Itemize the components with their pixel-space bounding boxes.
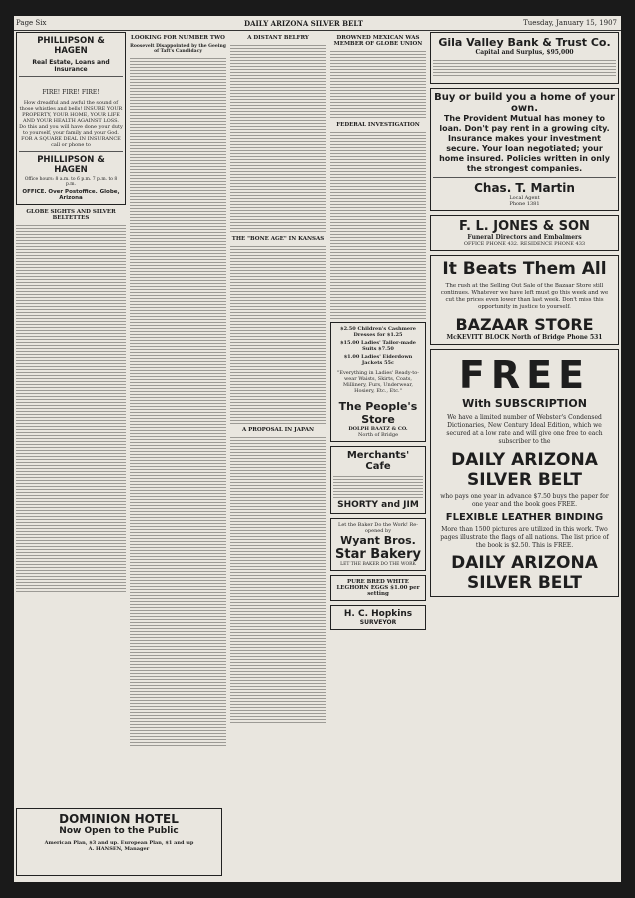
federal-heading: FEDERAL INVESTIGATION (336, 122, 420, 128)
hopkins-ad (330, 605, 426, 630)
drowned-heading: DROWNED MEXICAN WAS MEMBER OF GLOBE UNION (333, 35, 423, 47)
bazaar-north: North of Bridge (511, 334, 565, 341)
bazaar-phone: Phone 531 (566, 334, 603, 341)
store-location: North of Bridge (357, 432, 399, 438)
proposal-heading: A PROPOSAL IN JAPAN (241, 427, 315, 433)
leghorn-ad (330, 575, 426, 601)
bakery-wagon: LET THE BAKER DO THE WORK (340, 562, 416, 567)
column-2 (130, 32, 226, 748)
jones-sub: Funeral Directors and Embalmers (467, 234, 582, 241)
star-bakery-ad (330, 518, 426, 571)
now-open: Now Open to the Public (59, 826, 179, 836)
store-owners: DOLPH BAATZ & CO. (348, 426, 408, 432)
peoples-store-name: The People's Store (338, 400, 418, 426)
page-header (14, 16, 621, 31)
column-1 (16, 32, 126, 595)
leghorn-eggs: PURE BRED WHITE LEGHORN EGGS $1.00 per setting (336, 579, 420, 597)
with-subscription: With SUBSCRIPTION (462, 397, 587, 410)
dominion-hotel-ad (16, 808, 222, 876)
dominion-name: DOMINION HOTEL (59, 812, 179, 826)
issue-date: Tuesday, January 15, 1907 (523, 19, 617, 27)
bone-age-heading: THE "BONE AGE" IN KANSAS (231, 236, 325, 242)
daily-arizona-1: DAILY ARIZONA SILVER BELT (451, 450, 598, 490)
office-hours: Office hours: 8 a.m. to 6 p.m. 7 p.m. to 8 p.m. (24, 177, 118, 187)
looking-subheading: Roosevelt Disappointed by the Geeing of Taft's Candidacy (130, 44, 226, 54)
globe-sights-text (16, 223, 126, 593)
firm-name-2: PHILLIPSON & HAGEN (37, 155, 105, 175)
agent-name: Chas. T. Martin (474, 181, 575, 195)
beats-text: The rush at the Selling Out Sale of the Bazaar Store still continues. Whatever we have left must go this week and we cut the prices even lower than last week. Don't miss this opportunity in justice to yourself. (440, 283, 609, 310)
merchants-cafe-ad (330, 446, 426, 514)
merchants-cafe-name: Merchants' Cafe (346, 450, 410, 472)
belfry-text (230, 43, 326, 233)
free-headline: FREE (458, 353, 591, 397)
shorty-jim: SHORTY and JIM (337, 500, 419, 510)
belfry-heading: A DISTANT BELFRY (247, 35, 309, 41)
bakery-intro: Let the Baker Do the Work! Re-opened by (338, 522, 418, 534)
drowned-text (330, 49, 426, 119)
bone-age-text (230, 244, 326, 424)
bazaar-store-name: BAZAAR STORE (455, 315, 594, 334)
federal-text (330, 130, 426, 320)
bank-name: Gila Valley Bank & Trust Co. (438, 36, 611, 49)
column-5 (430, 32, 619, 601)
hotel-rates: American Plan, $3 and up. European Plan, $1 and up (44, 840, 194, 846)
phillipson-ad (16, 32, 126, 205)
hotel-manager: A. HANSEN, Manager (88, 846, 150, 852)
beats-headline: It Beats Them All (442, 259, 607, 279)
page-number: Page Six (16, 19, 47, 27)
jones-phone: OFFICE PHONE 432. RESIDENCE PHONE 433 (463, 241, 586, 247)
provident-ad (430, 88, 619, 211)
firm-tagline: Real Estate, Loans and Insurance (32, 59, 110, 73)
daily-arizona-2: DAILY ARIZONA SILVER BELT (451, 553, 598, 593)
free-dictionary-ad (430, 349, 619, 597)
star-bakery-name: Star Bakery (335, 547, 421, 562)
eiderdown-offer: $1.00 Ladies' Eiderdown Jackets 55c (343, 354, 413, 366)
jones-name: F. L. JONES & SON (459, 219, 590, 234)
bazaar-ad (430, 255, 619, 345)
more-text: More than 1500 pictures are utilized in this work. Two pages illustrate the flags of all nations. The list price of the book is $2.50. This is FREE. (440, 526, 609, 549)
masthead-title: DAILY ARIZONA SILVER BELT (244, 19, 363, 28)
office-location: OFFICE. Over Postoffice. Globe, Arizona (22, 189, 120, 201)
pay-text: who pays one year in advance $7.50 buys the paper for one year and the book goes FREE. (440, 493, 609, 508)
bank-directors (433, 58, 616, 78)
column-4 (330, 32, 426, 634)
gila-bank-ad (430, 32, 619, 84)
cafe-text (333, 474, 423, 498)
mckevitt-block: McKEVITT BLOCK (446, 334, 510, 341)
agent-role: Local Agent (509, 195, 540, 201)
peoples-store-ad (330, 322, 426, 442)
looking-text (130, 56, 226, 746)
free-text: We have a limited number of Webster's Condensed Dictionaries, New Century Ideal Edition, which we secured at a low rate and will give one free to each subscriber to the (446, 414, 603, 445)
hopkins-role: SURVEYOR (359, 619, 397, 626)
buy-headline: Buy or build you a home of your own. (434, 92, 615, 114)
column-3 (230, 32, 326, 727)
firm-name: PHILLIPSON & HAGEN (37, 36, 105, 56)
provident-text: The Provident Mutual has money to loan. Don't pay rent in a growing city. Insurance makes your investment secure. Your loan negotiated; your home insured. Policies written in only the strongest companies. (439, 114, 610, 173)
suits-offer: $15.00 Ladies' Tailor-made Suits $7.50 (340, 340, 416, 352)
wyant-bros: Wyant Bros. (340, 534, 416, 547)
globe-sights-heading: GLOBE SIGHTS AND SILVER BELTETTES (26, 209, 116, 221)
jones-ad (430, 215, 619, 251)
everything-text: "Everything in Ladies' Ready-to-wear Waists, Skirts, Coats, Millinery, Furs, Underwear, Hosiery, Etc., Etc." (337, 370, 419, 394)
agent-phone: Phone 1381 (509, 201, 540, 207)
fire-line: FIRE! FIRE! FIRE! (42, 89, 100, 96)
flexible-binding: FLEXIBLE LEATHER BINDING (445, 512, 604, 523)
looking-heading: LOOKING FOR NUMBER TWO (131, 35, 225, 41)
newspaper-page (14, 16, 621, 882)
proposal-text (230, 435, 326, 725)
insurance-text: How dreadful and awful the sound of those whistles and bells! INSURE YOUR PROPERTY, YOUR HOME, YOUR LIFE AND YOUR HEALTH AGAINST LOSS. Do this and you will have done your duty to yourself, your family and your God. FOR A SQUARE DEAL IN INSURANCE call or phone to (19, 100, 123, 148)
bank-capital: Capital and Surplus, $95,000 (475, 49, 574, 56)
hopkins-name: H. C. Hopkins (343, 609, 413, 619)
dresses-offer: $2.50 Children's Cashmere Dresses for $1.25 (340, 326, 416, 338)
